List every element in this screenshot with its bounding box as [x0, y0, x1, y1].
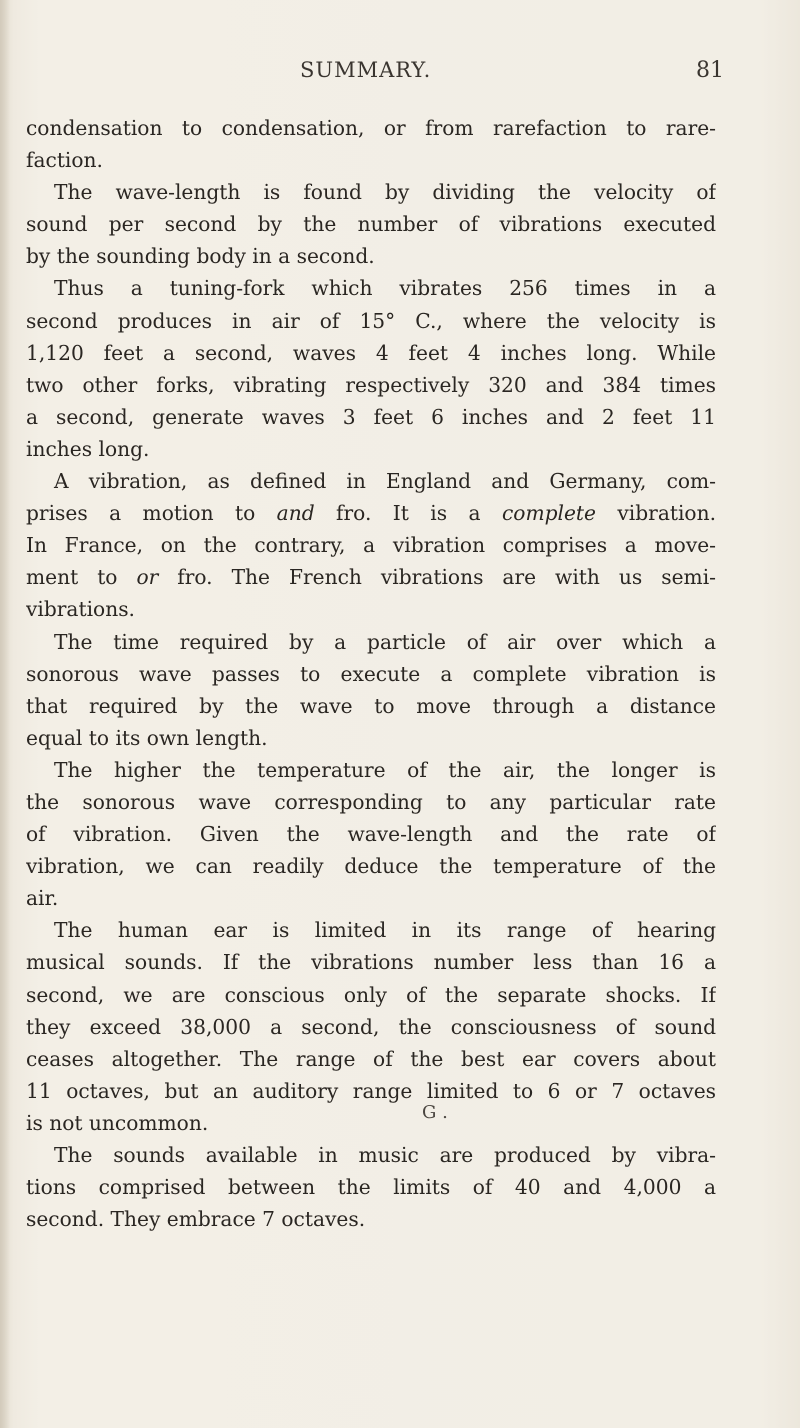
text-line: a second, generate waves 3 feet 6 inches and 2 feet 11 — [26, 404, 716, 429]
text-run: vibration. — [595, 501, 716, 526]
paragraph-6 — [26, 754, 716, 914]
text-line: that required by the wave to move through a distance — [26, 693, 716, 718]
body-text — [26, 112, 716, 1235]
text-line: 11 octaves, but an auditory range limited to 6 or 7 octaves — [26, 1078, 716, 1103]
text-line: vibration, we can readily deduce the temperature of the — [26, 854, 716, 879]
text-run: fro. The French vibrations are with us semi- — [158, 565, 716, 590]
paragraph-7 — [26, 914, 716, 1139]
text-line: musical sounds. If the vibrations number less than 16 a — [26, 950, 716, 975]
text-line: two other forks, vibrating respectively 320 and 384 times — [26, 372, 716, 397]
text-line: In France, on the contrary, a vibration comprises a move- — [26, 533, 716, 558]
text-line: A vibration, as defined in England and Germany, com- — [54, 469, 716, 494]
paragraph-5 — [26, 626, 716, 754]
text-line: The higher the temperature of the air, the longer is — [54, 757, 716, 782]
text-line — [26, 497, 716, 529]
text-line: faction. — [26, 148, 103, 173]
signature-mark: G . — [422, 1102, 448, 1123]
text-line: they exceed 38,000 a second, the consciousness of sound — [26, 1014, 716, 1039]
text-line: vibrations. — [26, 597, 135, 622]
text-line: The wave-length is found by dividing the velocity of — [54, 180, 716, 205]
emphasis-and: and — [276, 501, 315, 526]
text-line: sonorous wave passes to execute a complete vibration is — [26, 661, 716, 686]
page-number: 81 — [696, 58, 724, 83]
text-run: ment to — [26, 565, 137, 590]
text-line: condensation to condensation, or from rarefaction to rare- — [26, 116, 716, 140]
paragraph-2 — [26, 176, 716, 272]
text-line — [26, 561, 716, 593]
text-line: tions comprised between the limits of 40 and 4,000 a — [26, 1175, 716, 1200]
text-line: second, we are conscious only of the separate shocks. If — [26, 982, 716, 1007]
paragraph-3 — [26, 272, 716, 465]
text-line: second produces in air of 15° C., where the velocity is — [26, 308, 716, 333]
paragraph-4 — [26, 465, 716, 625]
text-line: equal to its own length. — [26, 725, 268, 750]
text-line: inches long. — [26, 436, 150, 461]
text-line: 1,120 feet a second, waves 4 feet 4 inches long. While — [26, 340, 716, 365]
text-line: The human ear is limited in its range of hearing — [54, 918, 716, 943]
text-line: sound per second by the number of vibrations executed — [26, 212, 716, 237]
paragraph-8 — [26, 1139, 716, 1235]
text-run: prises a motion to — [26, 501, 277, 526]
text-line: of vibration. Given the wave-length and the rate of — [26, 822, 716, 847]
paragraph-1 — [26, 112, 716, 176]
text-line: the sonorous wave corresponding to any particular rate — [26, 789, 716, 814]
page-header — [0, 58, 800, 90]
emphasis-complete: complete — [501, 501, 596, 526]
gutter-shadow — [0, 0, 10, 1428]
text-line: second. They embrace 7 octaves. — [26, 1207, 366, 1232]
text-line: ceases altogether. The range of the best ear covers about — [26, 1046, 716, 1071]
emphasis-or: or — [136, 565, 159, 590]
text-line: is not uncommon. — [26, 1110, 209, 1135]
text-line: Thus a tuning-fork which vibrates 256 times in a — [54, 276, 716, 301]
text-line: by the sounding body in a second. — [26, 244, 375, 269]
text-run: fro. It is a — [314, 501, 502, 526]
text-line: air. — [26, 886, 59, 911]
running-head: SUMMARY. — [300, 58, 432, 82]
text-line: The time required by a particle of air over which a — [54, 629, 716, 654]
text-line: The sounds available in music are produced by vibra- — [54, 1143, 716, 1167]
